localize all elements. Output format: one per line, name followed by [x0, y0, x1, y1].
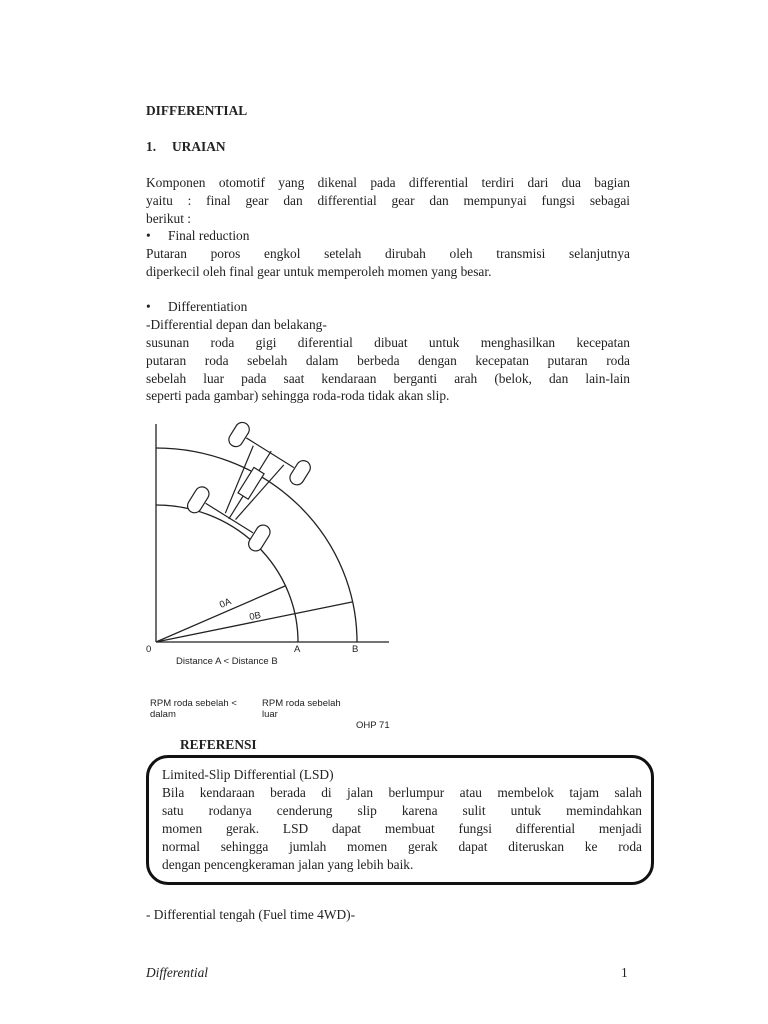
label-origin: 0	[146, 644, 152, 655]
paragraph-line: putaran roda sebelah dalam berbeda dengan kecepatan putaran roda	[146, 353, 630, 368]
paragraph-line: Putaran poros engkol setelah dirubah oleh transmisi selanjutnya	[146, 246, 630, 261]
referensi-line: normal sehingga jumlah momen gerak dapat diteruskan ke roda	[162, 839, 642, 854]
document-title: DIFFERENTIAL	[146, 103, 248, 118]
referensi-line: Bila kendaraan berada di jalan berlumpur atau membelok tajam salah	[162, 785, 642, 800]
bullet-differentiation: Differentiation	[168, 299, 248, 314]
vehicle-icon	[185, 420, 313, 554]
subheading: -Differential depan dan belakang-	[146, 317, 327, 332]
paragraph-line: sebelah luar pada saat kendaraan berganti arah (belok, dan lain-lain	[146, 371, 630, 386]
vehicle-part	[156, 424, 389, 642]
paragraph-line: seperti pada gambar) sehingga roda-roda tidak akan slip.	[146, 388, 450, 403]
differential-turning-diagram	[140, 420, 402, 732]
intro-line: Komponen otomotif yang dikenal pada differential terdiri dari dua bagian	[146, 175, 630, 190]
rpm-inner-line: RPM roda sebelah <	[150, 698, 237, 709]
referensi-label: REFERENSI	[170, 736, 267, 754]
figure-ref: OHP 71	[356, 720, 390, 731]
paragraph-line: diperkecil oleh final gear untuk memperoleh momen yang besar.	[146, 264, 492, 279]
radius-0a-line	[156, 586, 285, 642]
paragraph-line: susunan roda gigi diferential dibuat untuk menghasilkan kecepatan	[146, 335, 630, 350]
rpm-outer-line: luar	[262, 709, 278, 720]
figure-caption: Distance A < Distance B	[176, 656, 278, 667]
rpm-inner-line: dalam	[150, 709, 176, 720]
bullet-final-reduction: Final reduction	[168, 228, 250, 243]
label-0a: 0A	[218, 596, 233, 611]
vehicle-part	[246, 522, 273, 553]
referensi-line: dengan pencengkeraman jalan yang lebih baik.	[162, 857, 414, 872]
referensi-line: satu rodanya cenderung slip karena sulit untuk memindahkan	[162, 803, 642, 818]
rpm-outer-line: RPM roda sebelah	[262, 698, 341, 709]
vehicle-part	[185, 484, 212, 515]
vehicle-part	[226, 420, 252, 449]
arc-a	[156, 505, 298, 642]
label-0b: 0B	[248, 609, 262, 623]
intro-line: yaitu : final gear dan differential gear dan mempunyai fungsi sebagai	[146, 193, 630, 208]
referensi-line: momen gerak. LSD dapat membuat fungsi differential menjadi	[162, 821, 642, 836]
intro-line: berikut :	[146, 211, 191, 226]
section-heading: URAIAN	[172, 139, 226, 154]
label-a: A	[294, 644, 301, 655]
label-b: B	[352, 644, 359, 655]
bullet-icon: •	[146, 299, 151, 314]
vehicle-part	[185, 420, 313, 554]
vehicle-part	[246, 438, 293, 468]
section-number: 1.	[146, 139, 157, 154]
center-differential-heading: - Differential tengah (Fuel time 4WD)-	[146, 907, 356, 922]
bullet-icon: •	[146, 228, 151, 243]
vehicle-part	[287, 458, 313, 487]
page-number: 1	[621, 965, 628, 980]
footer-title: Differential	[146, 965, 208, 980]
referensi-title: Limited-Slip Differential (LSD)	[162, 767, 334, 782]
